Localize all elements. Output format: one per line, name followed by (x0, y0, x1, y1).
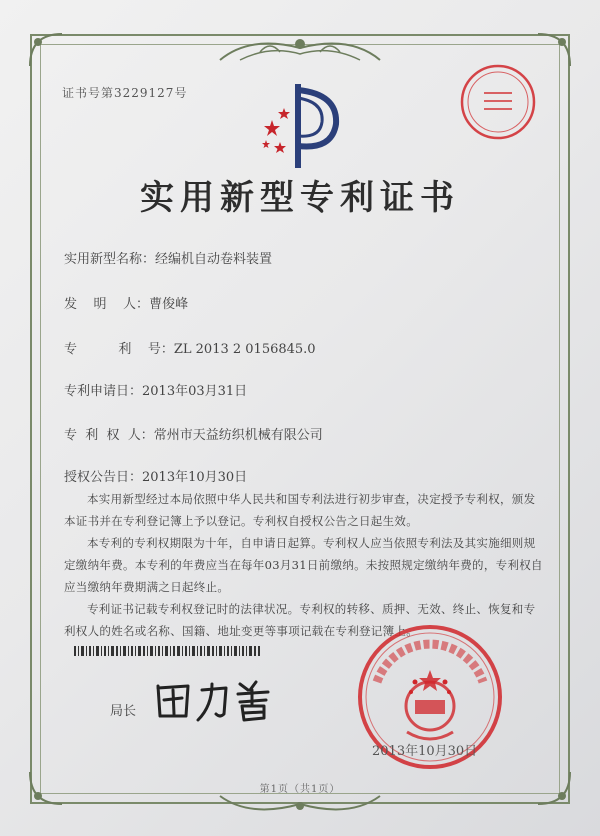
director-signature-icon (150, 676, 280, 724)
corner-ornament-icon (534, 30, 574, 70)
tax-seal-icon (458, 62, 538, 142)
field-patent-number: 专 利 号：ZL 2013 2 0156845.0 (64, 342, 316, 357)
certificate-body (64, 488, 544, 642)
certificate-title: 实用新型专利证书 (140, 178, 460, 218)
seal-date: 2013年10月30日 (372, 744, 478, 759)
corner-ornament-icon (26, 30, 66, 70)
certificate-number: 证书号第3229127号 (62, 86, 188, 100)
page-number: 第1页（共1页） (259, 784, 341, 795)
sipo-logo-icon (258, 80, 342, 172)
field-utility-model-name: 实用新型名称：经编机自动卷料装置 (64, 252, 273, 267)
barcode-icon (74, 646, 260, 656)
director-label: 局长 (110, 704, 137, 719)
field-patentee: 专 利 权 人：常州市天益纺织机械有限公司 (64, 428, 323, 443)
paragraph-legal-status: 专利证书记载专利权登记时的法律状况。专利权的转移、质押、无效、终止、恢复和专利权人的姓名或名称、国籍、地址变更等事项记载在专利登记簿上。 (64, 602, 536, 638)
paragraph-grant: 本实用新型经过本局依照中华人民共和国专利法进行初步审查，决定授予专利权，颁发本证书并在专利登记簿上予以登记。专利权自授权公告之日起生效。 (64, 492, 536, 528)
field-application-date: 专利申请日：2013年03月31日 (64, 384, 248, 399)
field-inventor: 发 明 人：曹俊峰 (64, 297, 189, 312)
top-ornament-icon (200, 30, 400, 70)
paragraph-term: 本专利的专利权期限为十年，自申请日起算。专利权人应当依照专利法及其实施细则规定缴纳年费。本专利的年费应当在每年03月31日前缴纳。未按照规定缴纳年费的，专利权自应当缴纳年费期满之日起终止。 (64, 536, 543, 594)
field-grant-date: 授权公告日：2013年10月30日 (64, 470, 248, 485)
